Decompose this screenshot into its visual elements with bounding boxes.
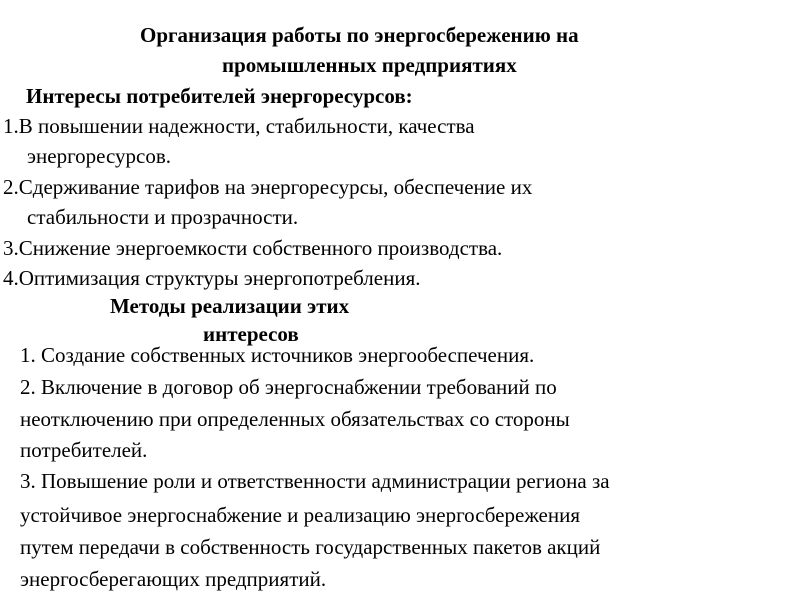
- interest-item-1-line-2: энергоресурсов.: [27, 144, 172, 168]
- method-line-2: 2. Включение в договор об энергоснабжении требований по: [20, 375, 557, 399]
- interest-item-2-line-1: 2.Сдерживание тарифов на энергоресурсы, обеспечение их: [3, 175, 533, 199]
- interest-item-4: 4.Оптимизация структуры энергопотребления.: [3, 266, 421, 290]
- method-line-3: неотключению при определенных обязательствах со стороны: [20, 407, 570, 431]
- method-line-7: путем передачи в собственность государственных пакетов акций: [20, 535, 601, 559]
- page-title-line-2: промышленных предприятиях: [222, 53, 517, 77]
- interests-heading: Интересы потребителей энергоресурсов:: [26, 84, 413, 108]
- interest-item-3: 3.Снижение энергоемкости собственного производства.: [3, 236, 503, 260]
- interest-item-2-line-2: стабильности и прозрачности.: [27, 205, 299, 229]
- methods-heading-line-2: интересов: [203, 322, 299, 346]
- page-title-line-1: Организация работы по энергосбережению на: [140, 23, 579, 47]
- interest-item-1-line-1: 1.В повышении надежности, стабильности, качества: [3, 114, 475, 138]
- method-line-8: энергосберегающих предприятий.: [20, 567, 327, 591]
- methods-heading-line-1: Методы реализации этих: [110, 294, 350, 318]
- method-line-1: 1. Создание собственных источников энергообеспечения.: [20, 343, 535, 367]
- method-line-5: 3. Повышение роли и ответственности администрации региона за: [20, 469, 610, 493]
- method-line-6: устойчивое энергоснабжение и реализацию энергосбережения: [20, 503, 581, 527]
- method-line-4: потребителей.: [20, 438, 148, 462]
